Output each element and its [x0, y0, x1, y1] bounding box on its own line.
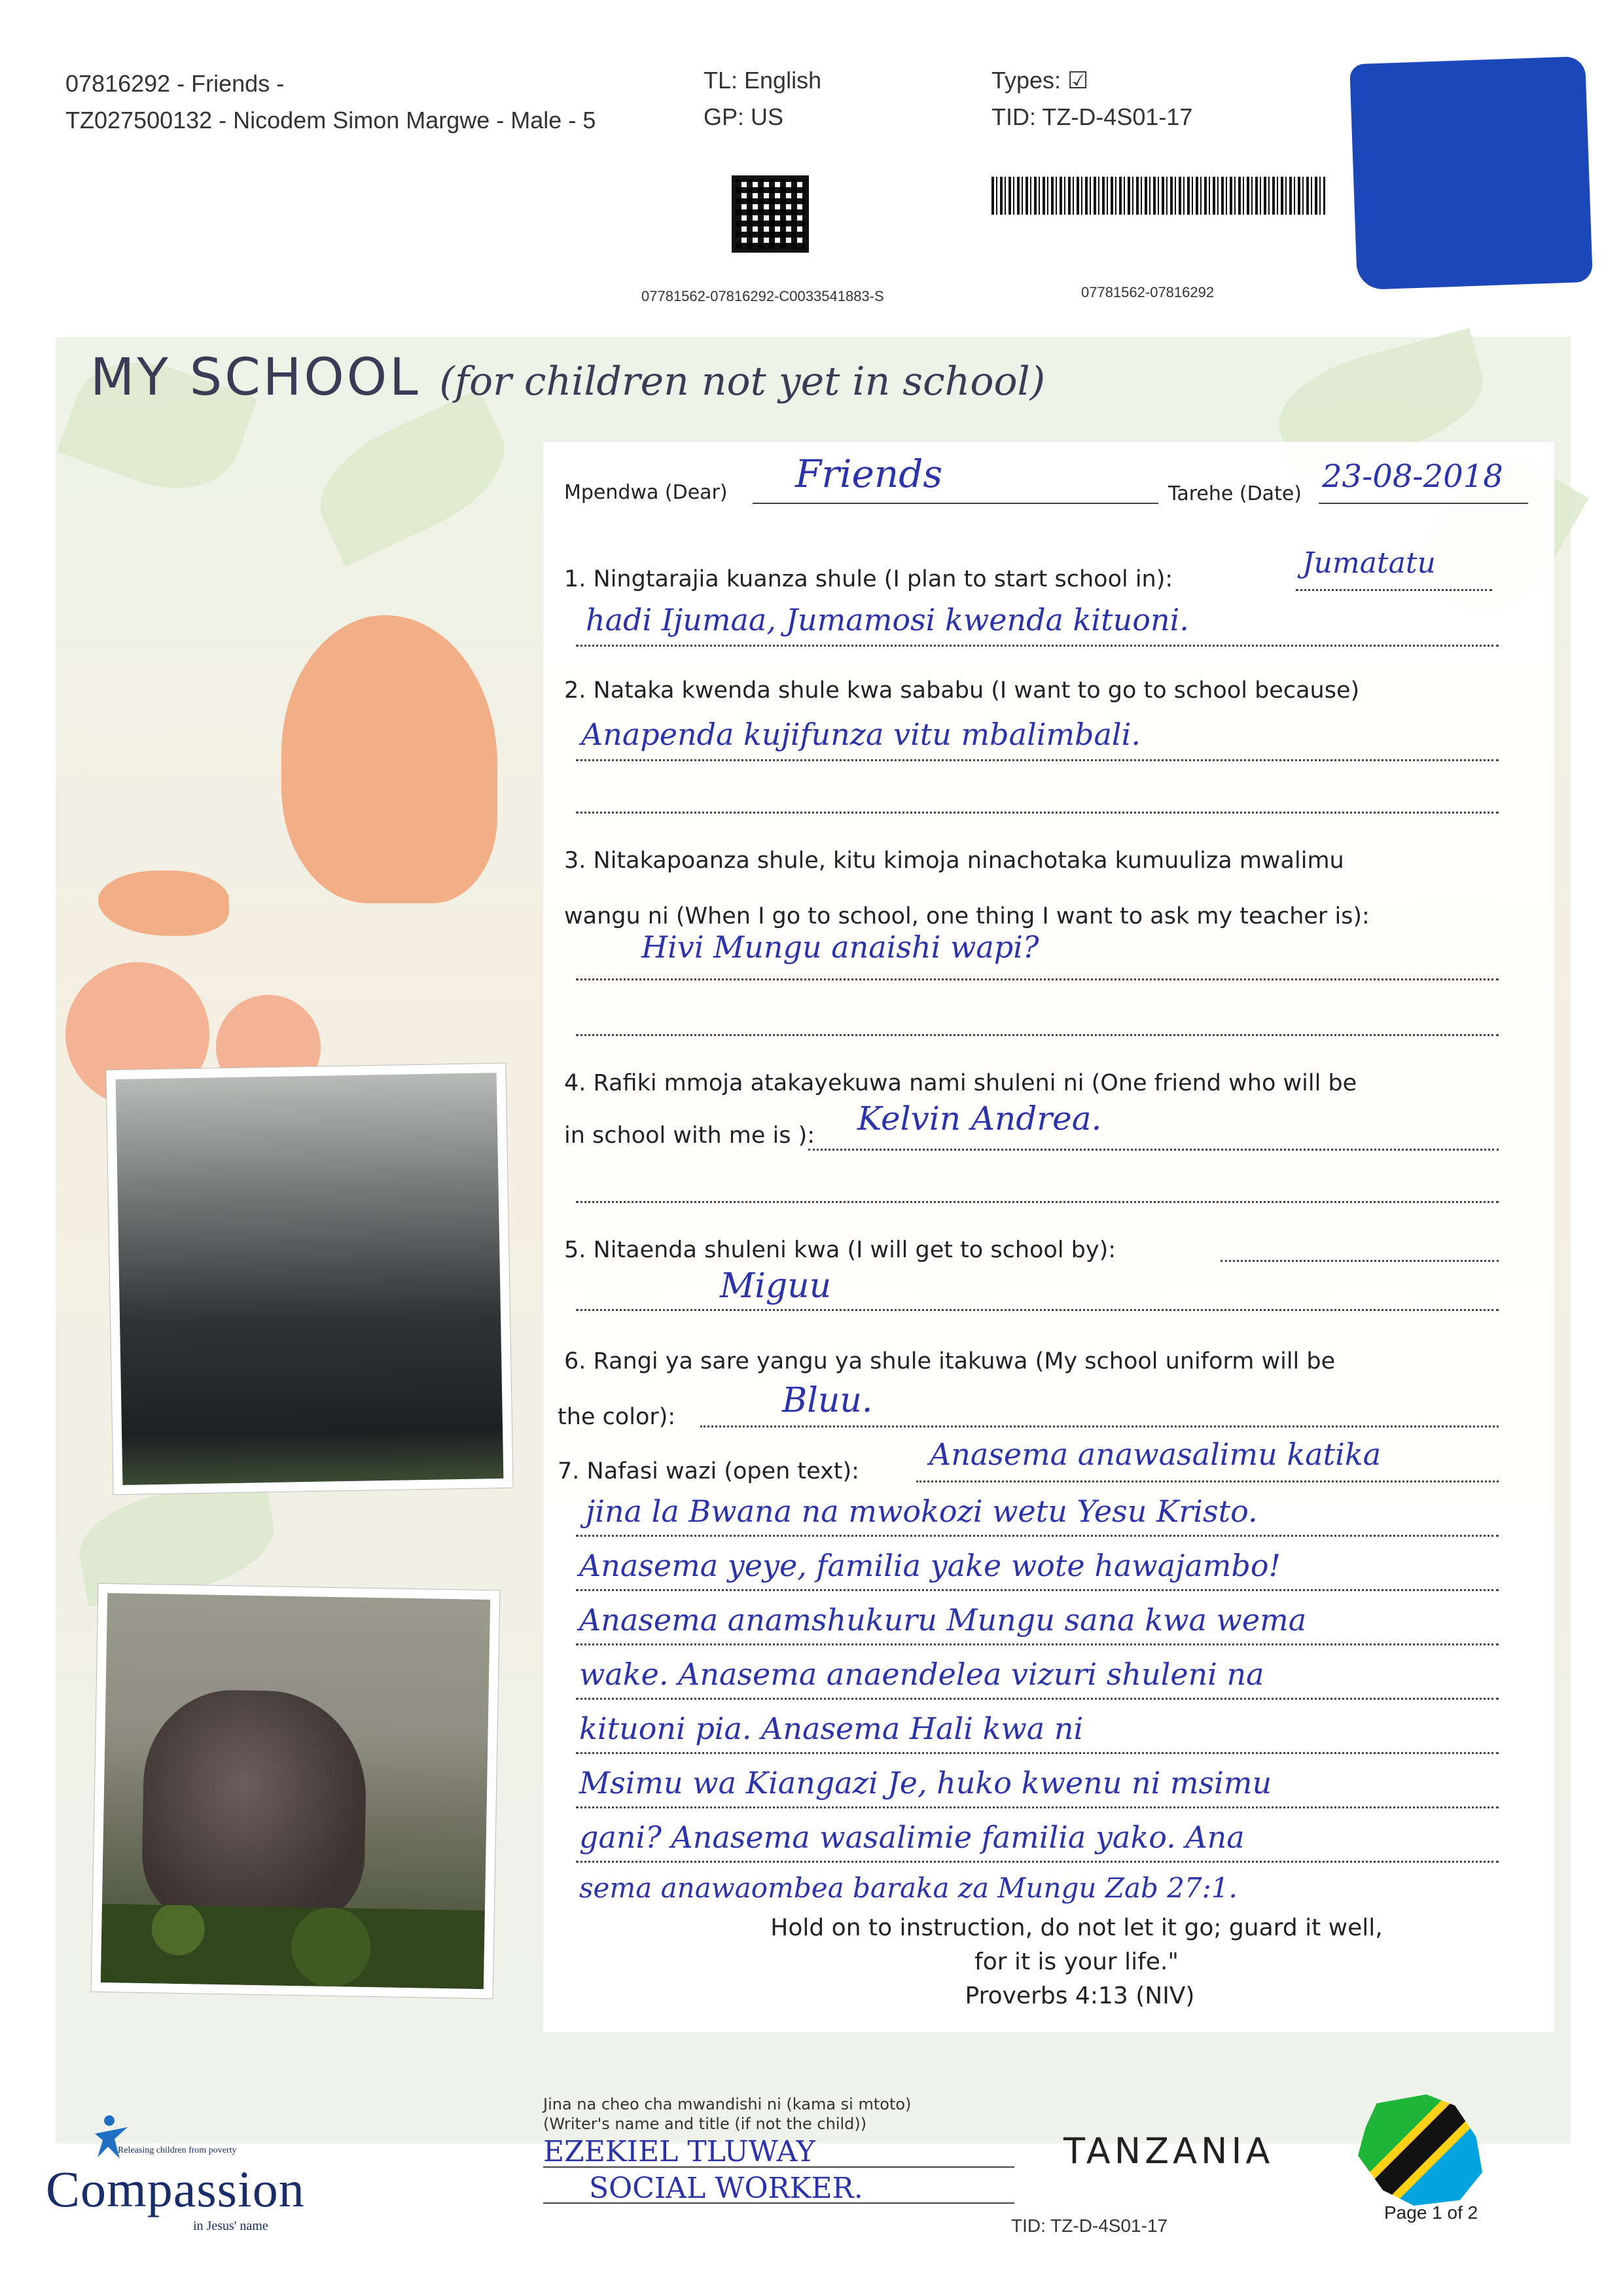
- q7-line: Anasema anamshukuru Mungu sana kwa wema: [579, 1602, 1307, 1638]
- landscape-photo: [106, 1064, 512, 1495]
- tid-top: TID: TZ-D-4S01-17: [991, 103, 1193, 130]
- q4-label-a: 4. Rafiki mmoja atakayekuwa nami shuleni ni (One friend who will be: [564, 1070, 1357, 1096]
- q7-line: Anasema anawasalimu katika: [929, 1437, 1382, 1472]
- q5-rule-a: [1221, 1260, 1499, 1262]
- q7-line: wake. Anasema anaendelea vizuri shuleni na: [579, 1657, 1264, 1692]
- q1-answer-a: Jumatatu: [1302, 547, 1436, 580]
- q5-answer: Miguu: [720, 1266, 832, 1306]
- q1-answer-b: hadi Ijumaa, Jumamosi kwenda kituoni.: [586, 602, 1189, 637]
- q6-rule: [700, 1426, 1499, 1427]
- tid-bottom: TID: TZ-D-4S01-17: [1011, 2215, 1168, 2236]
- q6-answer: Bluu.: [782, 1381, 873, 1420]
- q4-answer: Kelvin Andrea.: [857, 1100, 1102, 1138]
- q5-rule-b: [576, 1309, 1499, 1311]
- gp-code: GP: US: [704, 103, 784, 130]
- writer-label-sw: Jina na cheo cha mwandishi ni (kama si mtoto): [543, 2095, 912, 2113]
- title-subtitle: (for children not yet in school): [439, 359, 1046, 404]
- redaction-mark: [1349, 56, 1593, 290]
- qr-code: [732, 175, 809, 253]
- q7-rule: [576, 1752, 1499, 1754]
- quote-reference: Proverbs 4:13 (NIV): [965, 1982, 1195, 2009]
- q7-line: jina la Bwana na mwokozi wetu Yesu Kristo.: [586, 1494, 1258, 1529]
- writer-rule: [543, 2166, 1014, 2168]
- quote-line-2: for it is your life.": [974, 1948, 1179, 1975]
- header-line-1: 07816292 - Friends -: [65, 70, 285, 97]
- q4-rule-b: [576, 1201, 1499, 1203]
- title-main: MY SCHOOL: [90, 348, 421, 407]
- qr-code-text: 07781562-07816292-C0033541883-S: [641, 288, 884, 304]
- q7-rule: [576, 1698, 1499, 1700]
- q7-rule: [916, 1480, 1499, 1482]
- brand-tagline: Releasing children from poverty: [118, 2145, 237, 2155]
- brand-sub: in Jesus' name: [193, 2219, 268, 2233]
- form-title: [90, 348, 1045, 407]
- q2-answer: Anapenda kujifunza vitu mbalimbali.: [581, 717, 1141, 752]
- page-number: Page 1 of 2: [1384, 2202, 1478, 2223]
- writer-rule: [543, 2202, 1014, 2204]
- q1-rule-a: [1296, 589, 1492, 591]
- country-label: TANZANIA: [1063, 2130, 1274, 2172]
- q7-rule: [576, 1535, 1499, 1537]
- q1-rule-b: [576, 645, 1499, 647]
- q5-label: 5. Nitaenda shuleni kwa (I will get to school by):: [564, 1237, 1116, 1263]
- q2-rule-b: [576, 812, 1499, 814]
- writer-name: EZEKIEL TLUWAY: [543, 2135, 815, 2168]
- writer-title: SOCIAL WORKER.: [589, 2172, 863, 2205]
- q3-rule-b: [576, 1034, 1499, 1036]
- barcode-text: 07781562-07816292: [1081, 284, 1215, 300]
- q6-label-b: the color):: [558, 1404, 676, 1430]
- brand-name: Compassion: [46, 2161, 305, 2217]
- q7-rule: [576, 1643, 1499, 1645]
- types-field: Types: ☑: [991, 67, 1089, 94]
- date-rule: [1319, 503, 1528, 504]
- compass-logo: [46, 2114, 353, 2238]
- q7-line: sema anawaombea baraka za Mungu Zab 27:1.: [579, 1872, 1238, 1904]
- bible-quote: [687, 1911, 1466, 2013]
- dear-value: Friends: [795, 452, 943, 496]
- q3-rule-a: [576, 978, 1499, 980]
- q7-line: Msimu wa Kiangazi Je, huko kwenu ni msimu: [579, 1765, 1272, 1801]
- language-info: [704, 62, 821, 135]
- q7-line: kituoni pia. Anasema Hali kwa ni: [579, 1711, 1084, 1746]
- date-label: Tarehe (Date): [1168, 482, 1302, 505]
- q3-label-a: 3. Nitakapoanza shule, kitu kimoja ninachotaka kumuuliza mwalimu: [564, 848, 1344, 874]
- header-line-2: TZ027500132 - Nicodem Simon Margwe - Male - 5: [65, 107, 596, 134]
- dear-label: Mpendwa (Dear): [564, 481, 728, 504]
- barcode: [991, 177, 1325, 215]
- child-info: [65, 65, 596, 139]
- q2-rule-a: [576, 759, 1499, 761]
- target-language: TL: English: [704, 67, 822, 94]
- q7-label: 7. Nafasi wazi (open text):: [558, 1458, 859, 1484]
- q1-label: 1. Ningtarajia kuanza shule (I plan to start school in):: [564, 566, 1173, 592]
- q7-rule: [576, 1861, 1499, 1863]
- hippo-photo: [92, 1584, 500, 1999]
- q3-answer: Hivi Mungu anaishi wapi?: [641, 929, 1039, 965]
- dear-rule: [753, 503, 1158, 504]
- q7-line: gani? Anasema wasalimie familia yako. Ana: [579, 1820, 1245, 1855]
- q4-rule-a: [808, 1149, 1499, 1151]
- q7-rule: [576, 1806, 1499, 1808]
- writer-label-en: (Writer's name and title (if not the child)): [543, 2115, 867, 2133]
- date-value: 23-08-2018: [1322, 458, 1503, 495]
- q4-label-b: in school with me is ):: [564, 1122, 815, 1149]
- q7-rule: [576, 1589, 1499, 1591]
- q6-label-a: 6. Rangi ya sare yangu ya shule itakuwa (My school uniform will be: [564, 1348, 1336, 1374]
- type-info: [991, 62, 1192, 135]
- writer-label: [543, 2094, 911, 2134]
- q2-label: 2. Nataka kwenda shule kwa sababu (I want to go to school because): [564, 677, 1360, 704]
- hippo-figure: [141, 1689, 367, 1928]
- quote-line-1: Hold on to instruction, do not let it go; guard it well,: [770, 1914, 1383, 1941]
- q3-label-b: wangu ni (When I go to school, one thing I want to ask my teacher is):: [564, 903, 1370, 929]
- q7-line: Anasema yeye, familia yake wote hawajambo!: [579, 1548, 1281, 1583]
